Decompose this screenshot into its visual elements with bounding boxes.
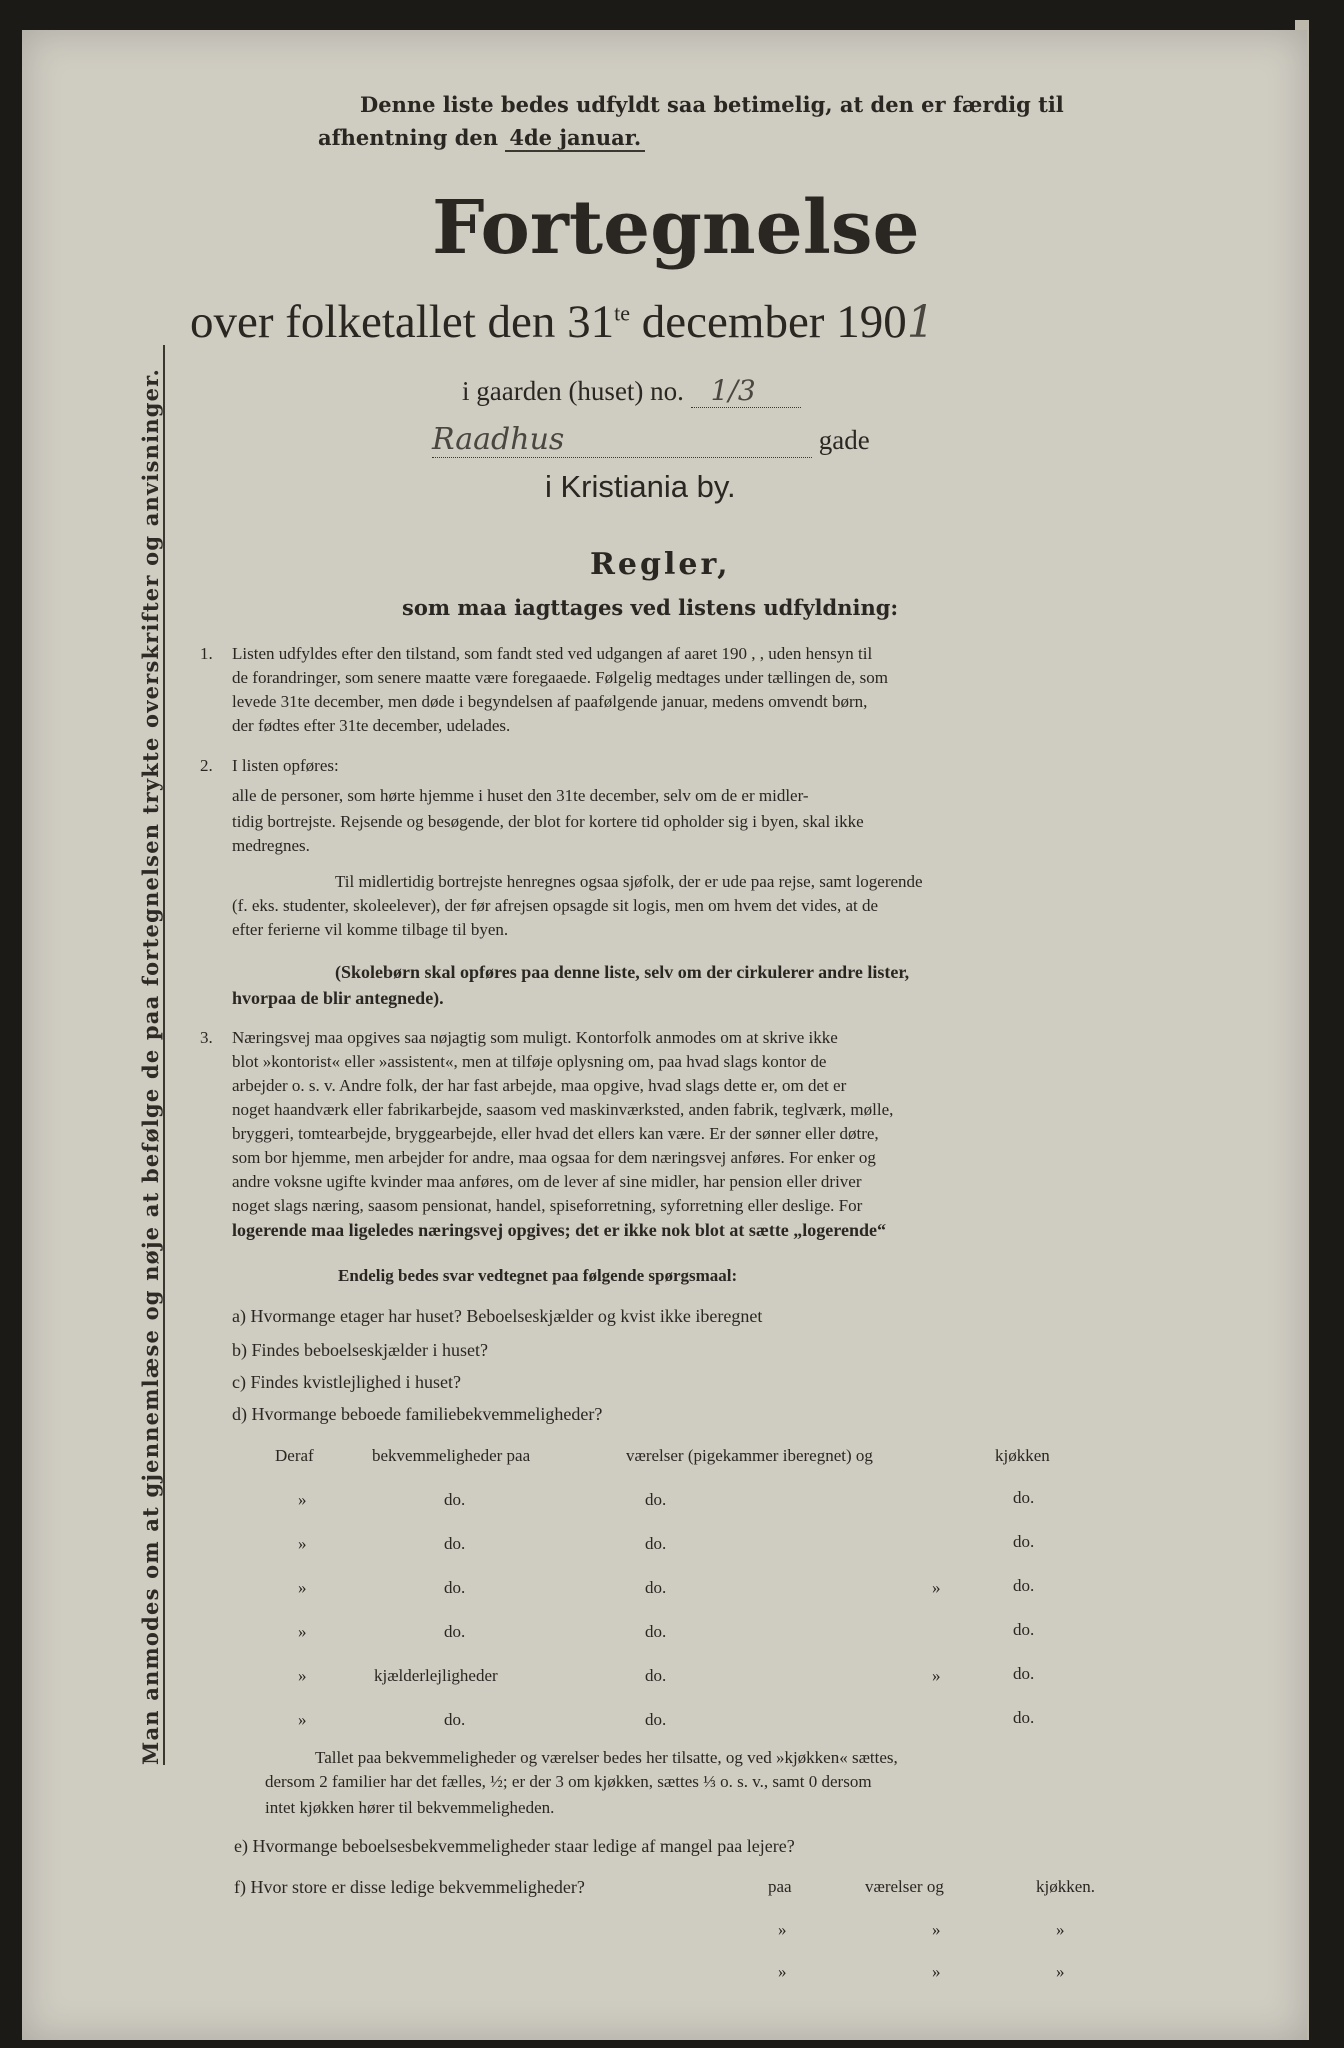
sidebar-instruction: Man anmodes om at gjennemlæse og nøje at befølge de paa fortegnelsen trykte overskrifter og anvisninger. bbox=[138, 367, 163, 1765]
city-line: i Kristiania by. bbox=[545, 469, 736, 504]
rule-2-line-4: medregnes. bbox=[232, 836, 310, 855]
question-f-vaerelser: værelser og bbox=[865, 1877, 944, 1896]
rule-2-line-2: alle de personer, som hørte hjemme i huset den 31te december, selv om de er midler- bbox=[232, 786, 809, 805]
form-title: Fortegnelse bbox=[432, 185, 920, 271]
row-5-vaer: do. bbox=[645, 1666, 667, 1685]
rule-2-line-1: I listen opføres: bbox=[232, 756, 339, 775]
question-f-paa: paa bbox=[768, 1877, 792, 1896]
house-number-line bbox=[462, 374, 801, 408]
rule-1-line-1: Listen udfyldes efter den tilstand, som fandt sted ved udgangen af aaret 190 , , uden hensyn til bbox=[232, 644, 873, 663]
note-line-2: dersom 2 familier har det fælles, ½; er der 3 om kjøkken, sættes ⅓ o. s. v., samt 0 dersom bbox=[265, 1772, 872, 1791]
row-6-ditto: » bbox=[298, 1710, 307, 1729]
row-5-ditto: » bbox=[298, 1666, 307, 1685]
row-2-ditto: » bbox=[298, 1534, 307, 1553]
rule-2-line-5: Til midlertidig bortrejste henregnes ogsaa sjøfolk, der er ude paa rejse, samt logerende bbox=[335, 872, 923, 891]
row-4-vaer: do. bbox=[645, 1622, 667, 1641]
rule-3-number: 3. bbox=[200, 1028, 213, 1047]
question-b: b) Findes beboelseskjælder i huset? bbox=[232, 1340, 488, 1360]
rule-2-line-6: (f. eks. studenter, skoleelever), der før afrejsen opsagde sit logis, men om hvem det vides, at de bbox=[232, 896, 879, 915]
row-5-mid-ditto: » bbox=[932, 1666, 941, 1685]
sidebar-rule bbox=[163, 345, 165, 1765]
rule-1-number: 1. bbox=[200, 644, 213, 663]
row-1-kj: do. bbox=[1013, 1488, 1035, 1507]
rule-2-number: 2. bbox=[200, 756, 213, 775]
row-5-bekv: kjælderlejligheder bbox=[374, 1666, 498, 1685]
rule-2-line-3: tidig bortrejste. Rejsende og besøgende, der blot for kortere tid opholder sig i byen, skal ikke bbox=[232, 812, 864, 831]
row-1-ditto: » bbox=[298, 1490, 307, 1509]
question-f-kjokken: kjøkken. bbox=[1036, 1877, 1096, 1896]
f-ditto-1b: » bbox=[932, 1920, 941, 1939]
subtitle-text: over folketallet den 31 bbox=[190, 296, 615, 348]
rule-1-line-4: der fødtes efter 31te december, udelades. bbox=[232, 716, 511, 735]
note-line-3: intet kjøkken hører til bekvemmeligheden. bbox=[265, 1798, 555, 1817]
rule-1-line-3: levede 31te december, men døde i begyndelsen af paafølgende januar, medens omvendt børn, bbox=[232, 692, 868, 711]
rule-3-line-1: Næringsvej maa opgives saa nøjagtig som muligt. Kontorfolk anmodes om at skrive ikke bbox=[232, 1028, 838, 1047]
subtitle-tail: december 190 bbox=[641, 296, 907, 348]
row-6-kj: do. bbox=[1013, 1708, 1035, 1727]
rule-3-line-3: arbejder o. s. v. Andre folk, der har fast arbejde, maa opgive, hvad slags dette er, om det er bbox=[232, 1076, 847, 1095]
note-line-1: Tallet paa bekvemmeligheder og værelser bedes her tilsatte, og ved »kjøkken« sættes, bbox=[315, 1748, 898, 1767]
notice-line-2 bbox=[318, 125, 645, 150]
row-2-kj: do. bbox=[1013, 1532, 1035, 1551]
question-c: c) Findes kvistlejlighed i huset? bbox=[232, 1372, 461, 1392]
row-2-bekv: do. bbox=[444, 1534, 466, 1553]
form-subtitle bbox=[190, 295, 935, 349]
table-header-bekv: bekvemmeligheder paa bbox=[372, 1446, 531, 1465]
rule-2-line-9: hvorpaa de blir antegnede). bbox=[232, 988, 444, 1008]
rule-3-line-2: blot »kontorist« eller »assistent«, men at tilføje oplysning om, paa hvad slags kontor de bbox=[232, 1052, 827, 1071]
row-2-vaer: do. bbox=[645, 1534, 667, 1553]
rule-2-line-8: (Skolebørn skal opføres paa denne liste, selv om der cirkulerer andre lister, bbox=[335, 962, 910, 982]
f-ditto-2a: » bbox=[778, 1962, 787, 1981]
row-6-vaer: do. bbox=[645, 1710, 667, 1729]
pickup-date: 4de januar. bbox=[505, 125, 645, 152]
row-3-mid-ditto: » bbox=[932, 1578, 941, 1597]
house-label: i gaarden (huset) no. bbox=[462, 376, 684, 406]
street-line bbox=[432, 422, 870, 458]
house-number-handwritten: 1/3 bbox=[691, 374, 801, 408]
question-e: e) Hvormange beboelsesbekvemmeligheder staar ledige af mangel paa lejere? bbox=[234, 1836, 795, 1856]
rule-1-line-2: de forandringer, som senere maatte være foregaaede. Følgelig medtages under tællingen de, som bbox=[232, 668, 888, 687]
question-f: f) Hvor store er disse ledige bekvemmeligheder? bbox=[234, 1877, 585, 1897]
row-6-bekv: do. bbox=[444, 1710, 466, 1729]
row-4-bekv: do. bbox=[444, 1622, 466, 1641]
rule-3-line-9: logerende maa ligeledes næringsvej opgives; det er ikke nok blot at sætte „logerende“ bbox=[232, 1220, 886, 1240]
row-1-bekv: do. bbox=[444, 1490, 466, 1509]
row-4-kj: do. bbox=[1013, 1620, 1035, 1639]
rule-3-line-5: bryggeri, tomtearbejde, bryggearbejde, eller hvad det ellers kan være. Er der sønner eller døtre, bbox=[232, 1124, 879, 1143]
f-ditto-1c: » bbox=[1056, 1920, 1065, 1939]
rule-3-line-6: som bor hjemme, men arbejder for andre, maa ogsaa for dem næringsvej anføres. For enker og bbox=[232, 1148, 876, 1167]
street-suffix: gade bbox=[818, 425, 870, 455]
rules-heading: Regler, bbox=[590, 547, 731, 582]
handwritten-year: 1 bbox=[906, 297, 935, 348]
row-3-bekv: do. bbox=[444, 1578, 466, 1597]
question-a: a) Hvormange etager har huset? Beboelseskjælder og kvist ikke iberegnet bbox=[232, 1306, 763, 1326]
f-ditto-1a: » bbox=[778, 1920, 787, 1939]
row-3-vaer: do. bbox=[645, 1578, 667, 1597]
notice-line-2-prefix: afhentning den bbox=[318, 125, 499, 150]
table-header-vaerelser: værelser (pigekammer iberegnet) og bbox=[626, 1446, 873, 1465]
f-ditto-2c: » bbox=[1056, 1962, 1065, 1981]
questions-intro: Endelig bedes svar vedtegnet paa følgende spørgsmaal: bbox=[338, 1266, 738, 1285]
rule-2-line-7: efter ferierne vil komme tilbage til byen. bbox=[232, 920, 509, 939]
subtitle-sup: te bbox=[614, 300, 631, 326]
rules-subheading: som maa iagttages ved listens udfyldning: bbox=[402, 595, 899, 620]
rule-3-line-8: noget slags næring, saasom pensionat, handel, spiseforretning, syforretning eller deslige. For bbox=[232, 1196, 863, 1215]
notice-line-1: Denne liste bedes udfyldt saa betimelig, at den er færdig til bbox=[360, 92, 1064, 117]
rule-3-line-4: noget haandværk eller fabrikarbejde, saasom ved maskinværksted, anden fabrik, teglværk, mølle, bbox=[232, 1100, 894, 1119]
question-d: d) Hvormange beboede familiebekvemmeligheder? bbox=[232, 1404, 603, 1424]
table-header-deraf: Deraf bbox=[275, 1446, 314, 1465]
row-5-kj: do. bbox=[1013, 1664, 1035, 1683]
row-3-ditto: » bbox=[298, 1578, 307, 1597]
row-1-vaer: do. bbox=[645, 1490, 667, 1509]
street-handwritten: Raadhus bbox=[432, 422, 812, 458]
row-3-kj: do. bbox=[1013, 1576, 1035, 1595]
rule-3-line-7: andre voksne ugifte kvinder maa anføres, om de lever af sine midler, har pension eller driver bbox=[232, 1172, 862, 1191]
f-ditto-2b: » bbox=[932, 1962, 941, 1981]
table-header-kjokken: kjøkken bbox=[995, 1446, 1050, 1465]
row-4-ditto: » bbox=[298, 1622, 307, 1641]
